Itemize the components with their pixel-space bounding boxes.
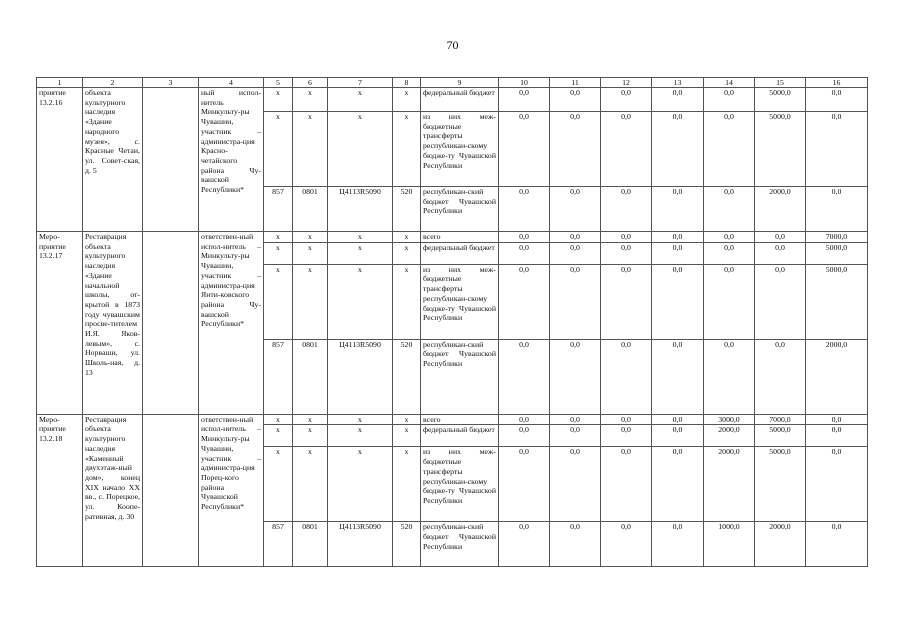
code-section-cell: 0801: [293, 522, 328, 567]
value-cell: 5000,0: [755, 425, 806, 447]
value-cell: 0,0: [806, 88, 868, 112]
code-expense-cell: 520: [393, 522, 421, 567]
value-cell: 5000,0: [806, 264, 868, 339]
value-cell: 5000,0: [806, 242, 868, 264]
column-number: 6: [293, 78, 328, 88]
value-cell: 0,0: [601, 447, 652, 522]
value-cell: 0,0: [755, 232, 806, 243]
executor-cell: ный испол-нитель Минкульту-ры Чувашии, участник – администра-ция Красно-четайского района Чу-вашской Республики*: [199, 88, 264, 232]
value-cell: 0,0: [704, 264, 755, 339]
value-cell: 0,0: [806, 414, 868, 425]
code-expense-cell: 520: [393, 187, 421, 232]
column-number: 13: [652, 78, 704, 88]
value-cell: 0,0: [601, 232, 652, 243]
value-cell: 0,0: [499, 339, 550, 414]
code-grbs-cell: x: [264, 232, 293, 243]
column-number: 7: [328, 78, 393, 88]
code-target-cell: Ц4113R5090: [328, 522, 393, 567]
value-cell: 0,0: [550, 242, 601, 264]
column-number: 4: [199, 78, 264, 88]
value-cell: 0,0: [704, 112, 755, 187]
value-cell: 0,0: [806, 112, 868, 187]
code-target-cell: Ц4113R5090: [328, 339, 393, 414]
value-cell: 0,0: [499, 522, 550, 567]
value-cell: 0,0: [550, 339, 601, 414]
code-grbs-cell: 857: [264, 339, 293, 414]
code-grbs-cell: x: [264, 264, 293, 339]
code-expense-cell: x: [393, 112, 421, 187]
code-section-cell: x: [293, 425, 328, 447]
code-section-cell: x: [293, 232, 328, 243]
code-grbs-cell: x: [264, 242, 293, 264]
empty-cell: [143, 88, 199, 232]
value-cell: 0,0: [550, 88, 601, 112]
value-cell: 3000,0: [704, 414, 755, 425]
value-cell: 0,0: [601, 425, 652, 447]
measure-name-cell: Реставрация объекта культурного наследия «Каменный двухэтаж-ный дом», конец XIX начало XX вв., с. Порецкое, ул. Коопе-ративная, д. 30: [83, 414, 143, 567]
value-cell: 0,0: [652, 264, 704, 339]
column-number: 8: [393, 78, 421, 88]
code-target-cell: x: [328, 425, 393, 447]
executor-cell: ответствен-ный испол-нитель – Минкульту-ры Чувашии, участник – администра-ция Янти-ковского района Чу-вашской Республики*: [199, 232, 264, 415]
column-number: 2: [83, 78, 143, 88]
measure-id-cell: Меро-приятие 13.2.17: [37, 232, 83, 415]
column-number-row: [37, 78, 868, 88]
code-section-cell: 0801: [293, 339, 328, 414]
value-cell: 0,0: [652, 447, 704, 522]
funding-source-cell: из них меж-бюджетные трансферты республикан-скому бюдже-ту Чувашской Республики: [421, 112, 499, 187]
funding-source-cell: всего: [421, 414, 499, 425]
value-cell: 0,0: [652, 339, 704, 414]
value-cell: 0,0: [601, 339, 652, 414]
code-expense-cell: x: [393, 88, 421, 112]
value-cell: 0,0: [806, 447, 868, 522]
value-cell: 0,0: [550, 112, 601, 187]
value-cell: 2000,0: [755, 187, 806, 232]
column-number: 15: [755, 78, 806, 88]
value-cell: 0,0: [755, 264, 806, 339]
code-section-cell: x: [293, 242, 328, 264]
value-cell: 5000,0: [755, 112, 806, 187]
value-cell: 1000,0: [704, 522, 755, 567]
funding-source-cell: федеральный бюджет: [421, 425, 499, 447]
value-cell: 0,0: [652, 425, 704, 447]
measure-name-cell: Реставрация объекта культурного наследия «Здание начальной школы, от-крытой в 1873 году чувашским просве-тителем И.Я. Яков-левым», с. Норваши, ул. Школь-ная, д. 13: [83, 232, 143, 415]
value-cell: 0,0: [652, 232, 704, 243]
code-section-cell: x: [293, 264, 328, 339]
column-number: 3: [143, 78, 199, 88]
value-cell: 7000,0: [755, 414, 806, 425]
value-cell: 0,0: [499, 425, 550, 447]
value-cell: 0,0: [499, 414, 550, 425]
column-number: 16: [806, 78, 868, 88]
measure-id-cell: приятие 13.2.16: [37, 88, 83, 232]
code-grbs-cell: x: [264, 112, 293, 187]
code-target-cell: Ц4113R5090: [328, 187, 393, 232]
table-row: [37, 88, 868, 112]
code-section-cell: x: [293, 88, 328, 112]
column-number: 5: [264, 78, 293, 88]
value-cell: 0,0: [652, 522, 704, 567]
code-grbs-cell: 857: [264, 187, 293, 232]
value-cell: 5000,0: [755, 447, 806, 522]
code-section-cell: 0801: [293, 187, 328, 232]
value-cell: 5000,0: [755, 88, 806, 112]
column-number: 14: [704, 78, 755, 88]
value-cell: 0,0: [499, 264, 550, 339]
value-cell: 2000,0: [704, 447, 755, 522]
value-cell: 0,0: [550, 414, 601, 425]
code-grbs-cell: x: [264, 88, 293, 112]
code-target-cell: x: [328, 447, 393, 522]
column-number: 1: [37, 78, 83, 88]
measure-id-cell: Меро-приятие 13.2.18: [37, 414, 83, 567]
column-number: 11: [550, 78, 601, 88]
code-expense-cell: x: [393, 232, 421, 243]
value-cell: 0,0: [550, 187, 601, 232]
value-cell: 0,0: [806, 425, 868, 447]
value-cell: 0,0: [499, 242, 550, 264]
code-target-cell: x: [328, 88, 393, 112]
code-target-cell: x: [328, 264, 393, 339]
code-expense-cell: x: [393, 414, 421, 425]
code-expense-cell: 520: [393, 339, 421, 414]
value-cell: 0,0: [806, 187, 868, 232]
code-expense-cell: x: [393, 447, 421, 522]
code-target-cell: x: [328, 414, 393, 425]
value-cell: 0,0: [601, 88, 652, 112]
value-cell: 0,0: [601, 112, 652, 187]
value-cell: 2000,0: [704, 425, 755, 447]
code-expense-cell: x: [393, 425, 421, 447]
value-cell: 0,0: [652, 88, 704, 112]
value-cell: 0,0: [550, 264, 601, 339]
code-target-cell: x: [328, 242, 393, 264]
table-row: [37, 414, 868, 425]
funding-source-cell: республикан-ский бюджет Чувашской Республики: [421, 522, 499, 567]
code-expense-cell: x: [393, 242, 421, 264]
code-grbs-cell: x: [264, 414, 293, 425]
value-cell: 0,0: [652, 414, 704, 425]
value-cell: 0,0: [704, 242, 755, 264]
code-section-cell: x: [293, 112, 328, 187]
code-grbs-cell: 857: [264, 522, 293, 567]
column-number: 10: [499, 78, 550, 88]
value-cell: 0,0: [499, 88, 550, 112]
value-cell: 0,0: [704, 88, 755, 112]
empty-cell: [143, 414, 199, 567]
value-cell: 0,0: [652, 112, 704, 187]
value-cell: 0,0: [601, 264, 652, 339]
code-target-cell: x: [328, 232, 393, 243]
value-cell: 0,0: [704, 187, 755, 232]
value-cell: 0,0: [806, 522, 868, 567]
value-cell: 0,0: [499, 112, 550, 187]
value-cell: 0,0: [550, 425, 601, 447]
empty-cell: [143, 232, 199, 415]
funding-source-cell: из них меж-бюджетные трансферты республикан-скому бюдже-ту Чувашской Республики: [421, 447, 499, 522]
value-cell: 0,0: [499, 232, 550, 243]
program-table: [36, 77, 868, 567]
code-section-cell: x: [293, 414, 328, 425]
value-cell: 0,0: [755, 242, 806, 264]
value-cell: 0,0: [601, 187, 652, 232]
value-cell: 2000,0: [755, 522, 806, 567]
value-cell: 0,0: [652, 242, 704, 264]
code-grbs-cell: x: [264, 447, 293, 522]
table-row: [37, 232, 868, 243]
value-cell: 0,0: [704, 339, 755, 414]
value-cell: 0,0: [499, 187, 550, 232]
value-cell: 0,0: [755, 339, 806, 414]
value-cell: 0,0: [704, 232, 755, 243]
column-number: 12: [601, 78, 652, 88]
code-section-cell: x: [293, 447, 328, 522]
value-cell: 0,0: [652, 187, 704, 232]
funding-source-cell: республикан-ский бюджет Чувашской Республики: [421, 339, 499, 414]
funding-source-cell: федеральный бюджет: [421, 242, 499, 264]
value-cell: 0,0: [499, 447, 550, 522]
funding-source-cell: из них меж-бюджетные трансферты республикан-скому бюдже-ту Чувашской Республики: [421, 264, 499, 339]
value-cell: 0,0: [601, 414, 652, 425]
funding-source-cell: республикан-ский бюджет Чувашской Республики: [421, 187, 499, 232]
executor-cell: ответствен-ный испол-нитель – Минкульту-ры Чувашии, участник – администра-ция Порец-кого района Чувашской Республики*: [199, 414, 264, 567]
column-number: 9: [421, 78, 499, 88]
value-cell: 0,0: [601, 242, 652, 264]
funding-source-cell: всего: [421, 232, 499, 243]
funding-source-cell: федеральный бюджет: [421, 88, 499, 112]
code-expense-cell: x: [393, 264, 421, 339]
measure-name-cell: объекта культурного наследия «Здание народного музея», с. Красные Четаи, ул. Совет-ская, д. 5: [83, 88, 143, 232]
value-cell: 0,0: [550, 447, 601, 522]
value-cell: 0,0: [550, 232, 601, 243]
value-cell: 0,0: [550, 522, 601, 567]
value-cell: 2000,0: [806, 339, 868, 414]
page-number: 70: [446, 38, 459, 52]
value-cell: 0,0: [601, 522, 652, 567]
code-grbs-cell: x: [264, 425, 293, 447]
value-cell: 7000,0: [806, 232, 868, 243]
code-target-cell: x: [328, 112, 393, 187]
